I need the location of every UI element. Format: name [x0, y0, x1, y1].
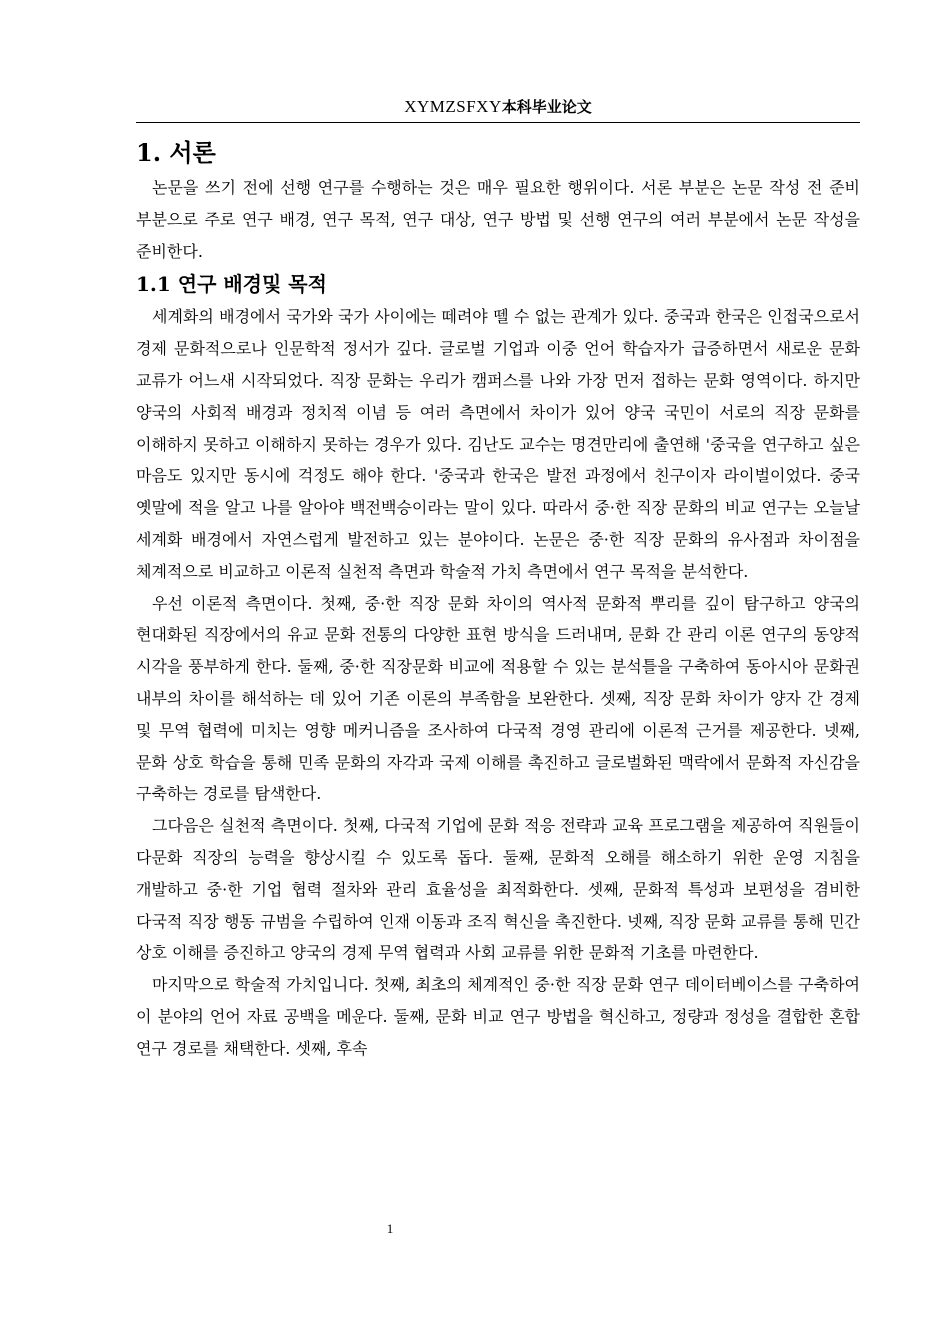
theoretical-paragraph: 우선 이론적 측면이다. 첫째, 중·한 직장 문화 차이의 역사적 문화적 뿌리를 깊이 탐구하고 양국의 현대화된 직장에서의 유교 문화 전통의 다양한 표현 방식을 드러내며, 문화 간 관리 이론 연구의 동양적 시각을 풍부하게 한다. 둘째, 중·한 직장문화 비교에 적용할 수 있는 분석틀을 구축하여 동아시아 문화권 내부의 차이를 해석하는 데 있어 기존 이론의 부족함을 보완한다. 셋째, 직장 문화 차이가 양자 간 경제 및 무역 협력에 미치는 영향 메커니즘을 조사하여 다국적 경영 관리에 이론적 근거를 제공한다. 넷째, 문화 상호 학습을 통해 민족 문화의 자각과 국제 이해를 촉진하고 글로벌화된 맥락에서 문화적 자신감을 구축하는 경로를 탐색한다. — [136, 593, 860, 804]
page-header — [136, 96, 860, 123]
page-number: 1 — [386, 1221, 394, 1236]
academic-paragraph: 마지막으로 학술적 가치입니다. 첫째, 최초의 체계적인 중·한 직장 문화 연구 데이터베이스를 구축하여 이 분야의 언어 자료 공백을 메운다. 둘째, 문화 비교 연구 방법을 혁신하고, 정량과 정성을 결합한 혼합 연구 경로를 채택한다. 셋째, 후속 — [136, 975, 860, 1058]
page-body — [136, 134, 860, 1065]
header-cjk-text: 本科毕业论文 — [501, 98, 592, 116]
practical-paragraph: 그다음은 실천적 측면이다. 첫째, 다국적 기업에 문화 적응 전략과 교육 프로그램을 제공하여 직원들이 다문화 직장의 능력을 향상시킬 수 있도록 돕다. 둘째, 문화적 오해를 해소하기 위한 운영 지침을 개발하고 중·한 기업 협력 절차와 관리 효율성을 최적화한다. 셋째, 문화적 특성과 보편성을 겸비한 다국적 직장 행동 규범을 수립하여 인재 이동과 조직 혁신을 촉진한다. 넷째, 직장 문화 교류를 통해 민간 상호 이해를 증진하고 양국의 경제 무역 협력과 사회 교류를 위한 문화적 기초를 마련한다. — [136, 816, 860, 963]
background-paragraph: 세계화의 배경에서 국가와 국가 사이에는 떼려야 뗄 수 없는 관계가 있다. 중국과 한국은 인접국으로서 경제 문화적으로나 인문학적 정서가 깊다. 글로벌 기업과 이중 언어 학습자가 급증하면서 새로운 문화 교류가 어느새 시작되었다. 직장 문화는 우리가 캠퍼스를 나와 가장 먼저 접하는 문화 영역이다. 하지만 양국의 사회적 배경과 정치적 이념 등 여러 측면에서 차이가 있어 양국 국민이 서로의 직장 문화를 이해하지 못하고 이해하지 못하는 경우가 있다. 김난도 교수는 명견만리에 출연해 '중국을 연구하고 싶은 마음도 있지만 동시에 걱정도 해야 한다. '중국과 한국은 발전 과정에서 친구이자 라이벌이었다. 중국 옛말에 적을 알고 나를 알아야 백전백승이라는 말이 있다. 따라서 중·한 직장 문화의 비교 연구는 오늘날 세계화 배경에서 자연스럽게 발전하고 있는 분야이다. 논문은 중·한 직장 문화의 유사점과 차이점을 체계적으로 비교하고 이론적 실천적 측면과 학술적 가치 측면에서 연구 목적을 분석한다. — [136, 307, 860, 581]
subsection-title-background: 1.1 연구 배경및 목적 — [136, 272, 327, 297]
section-title-introduction: 1. 서론 — [136, 138, 216, 167]
intro-paragraph: 논문을 쓰기 전에 선행 연구를 수행하는 것은 매우 필요한 행위이다. 서론 부분은 논문 작성 전 준비 부분으로 주로 연구 배경, 연구 목적, 연구 대상, 연구 방법 및 선행 연구의 여러 부분에서 논문 작성을 준비한다. — [136, 178, 860, 261]
header-latin-text: XYMZSFXY — [404, 97, 502, 116]
